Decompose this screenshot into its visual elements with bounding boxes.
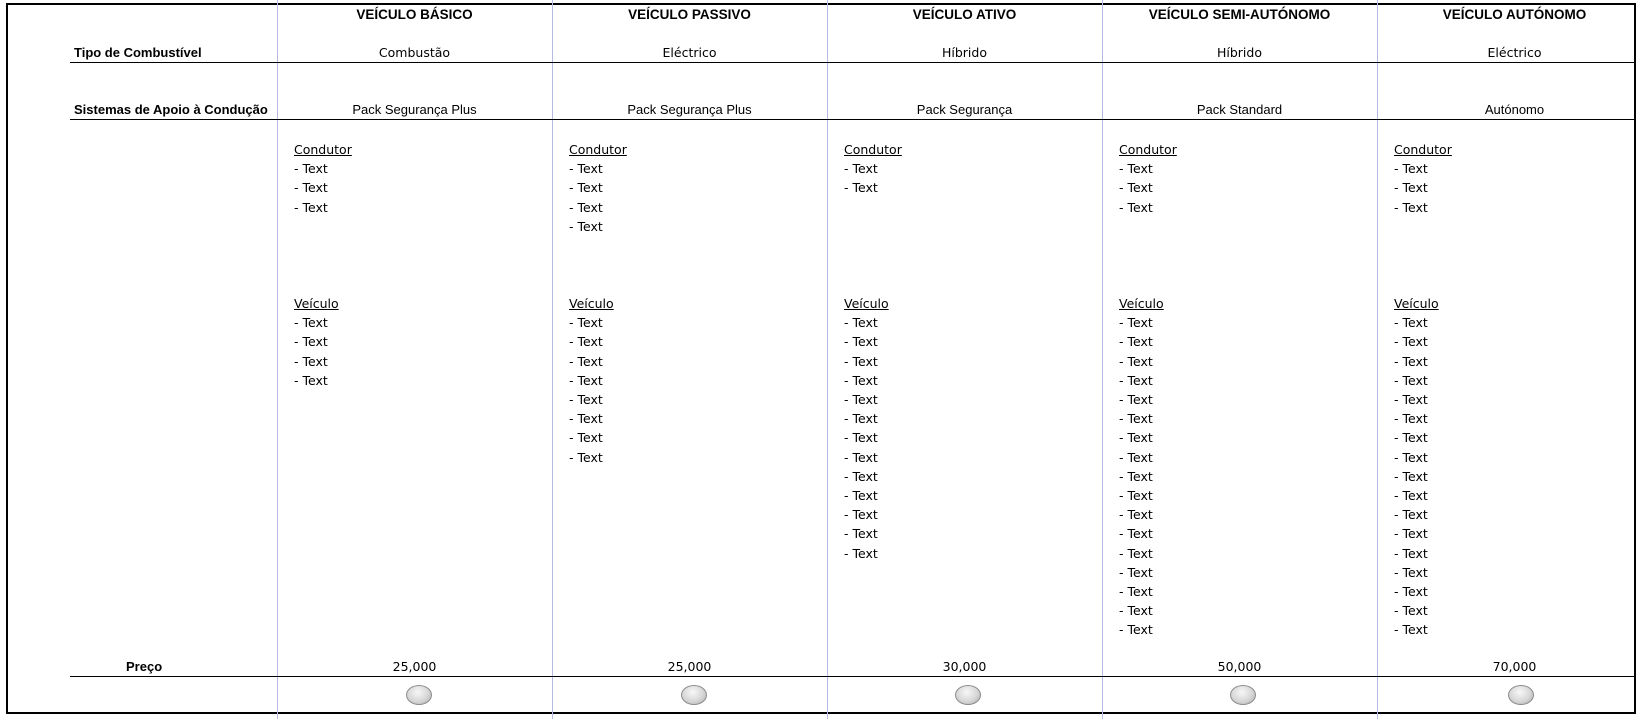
vehicle-feature-item: - Text [1394,507,1428,523]
column-header-passive: VEÍCULO PASSIVO [628,7,751,22]
driver-feature-item: - Text [569,199,603,215]
vehicle-feature-item: - Text [844,468,878,484]
column-header-semi-autonomous: VEÍCULO SEMI-AUTÓNOMO [1148,7,1331,22]
fuel-cell: Híbrido [941,45,987,60]
vehicle-feature-item: - Text [1119,392,1153,408]
driver-feature-item: - Text [1394,180,1428,196]
vehicle-feature-item: - Text [569,392,603,408]
vehicle-feature-item: - Text [1119,334,1153,350]
vehicle-feature-item: - Text [1119,468,1153,484]
fuel-cell: Combustão [378,45,451,60]
vehicle-feature-item: - Text [1394,372,1428,388]
vehicle-section-title: Veículo [1119,296,1164,311]
vehicle-feature-item: - Text [844,372,878,388]
vehicle-section-title: Veículo [1394,296,1439,311]
driver-features [569,140,627,236]
vehicle-feature-item: - Text [294,372,328,388]
price-cell: 25,000 [667,659,712,674]
support-cell: Pack Segurança Plus [627,102,752,117]
vehicle-feature-item: - Text [1119,507,1153,523]
vehicle-features [844,294,889,563]
column-header-autonomous: VEÍCULO AUTÓNOMO [1442,7,1587,22]
vehicle-feature-item: - Text [1119,622,1153,638]
vehicle-feature-item: - Text [1119,545,1153,561]
driver-feature-item: - Text [844,180,878,196]
vehicle-feature-item: - Text [844,430,878,446]
vehicle-feature-item: - Text [844,507,878,523]
driver-features [1394,140,1452,217]
driver-section-title: Condutor [294,142,352,157]
vehicle-feature-item: - Text [569,430,603,446]
vehicle-feature-item: - Text [1394,526,1428,542]
vehicle-feature-item: - Text [844,488,878,504]
vehicle-features [294,294,339,390]
vehicle-feature-item: - Text [844,334,878,350]
vehicle-feature-item: - Text [1119,430,1153,446]
vehicle-feature-item: - Text [844,315,878,331]
select-passive-radio[interactable] [681,685,707,705]
fuel-cell: Híbrido [1216,45,1262,60]
driver-feature-item: - Text [1119,199,1153,215]
support-cell: Pack Segurança Plus [352,102,477,117]
vehicle-feature-item: - Text [294,315,328,331]
driver-feature-item: - Text [294,161,328,177]
driver-feature-item: - Text [569,161,603,177]
fuel-cell: Eléctrico [1487,45,1542,60]
vehicle-feature-item: - Text [1394,622,1428,638]
vehicle-features [569,294,614,467]
driver-feature-item: - Text [1119,161,1153,177]
select-basic-radio[interactable] [406,685,432,705]
vehicle-feature-item: - Text [1119,488,1153,504]
vehicle-feature-item: - Text [569,411,603,427]
price-cell: 30,000 [942,659,987,674]
vehicle-feature-item: - Text [1119,449,1153,465]
vehicle-feature-item: - Text [844,392,878,408]
vehicle-feature-item: - Text [1394,488,1428,504]
vehicle-feature-item: - Text [569,315,603,331]
vehicle-feature-item: - Text [1394,392,1428,408]
vehicle-feature-item: - Text [1394,584,1428,600]
vehicle-section-title: Veículo [844,296,889,311]
driver-feature-item: - Text [569,180,603,196]
vehicle-feature-item: - Text [1394,468,1428,484]
vehicle-feature-item: - Text [844,449,878,465]
vehicle-feature-item: - Text [844,411,878,427]
driver-section-title: Condutor [569,142,627,157]
vehicle-feature-item: - Text [569,372,603,388]
driver-features [844,140,902,198]
row-divider [70,62,1636,63]
driver-feature-item: - Text [294,199,328,215]
vehicle-feature-item: - Text [1119,353,1153,369]
vehicle-feature-item: - Text [1119,584,1153,600]
price-cell: 50,000 [1217,659,1262,674]
row-label-price: Preço [126,659,163,674]
vehicle-features [1394,294,1439,640]
vehicle-feature-item: - Text [1394,334,1428,350]
driver-section-title: Condutor [844,142,902,157]
driver-features [294,140,352,217]
vehicle-feature-item: - Text [569,449,603,465]
row-label-support: Sistemas de Apoio à Condução [74,102,268,117]
vehicle-feature-item: - Text [1394,411,1428,427]
column-header-basic: VEÍCULO BÁSICO [356,7,473,22]
driver-feature-item: - Text [294,180,328,196]
driver-section-title: Condutor [1394,142,1452,157]
row-divider [70,119,1636,120]
row-label-fuel: Tipo de Combustível [74,45,202,60]
vehicle-feature-item: - Text [1119,372,1153,388]
price-cell: 70,000 [1492,659,1537,674]
support-cell: Autónomo [1484,102,1545,117]
vehicle-features [1119,294,1164,640]
driver-feature-item: - Text [569,218,603,234]
vehicle-feature-item: - Text [1394,564,1428,580]
vehicle-feature-item: - Text [569,334,603,350]
vehicle-section-title: Veículo [294,296,339,311]
row-divider [70,676,1636,677]
driver-feature-item: - Text [1394,199,1428,215]
support-cell: Pack Segurança [916,102,1013,117]
driver-feature-item: - Text [1119,180,1153,196]
driver-features [1119,140,1177,217]
price-cell: 25,000 [392,659,437,674]
vehicle-feature-item: - Text [844,545,878,561]
vehicle-feature-item: - Text [1119,315,1153,331]
driver-feature-item: - Text [844,161,878,177]
driver-section-title: Condutor [1119,142,1177,157]
vehicle-feature-item: - Text [1394,430,1428,446]
driver-feature-item: - Text [1394,161,1428,177]
vehicle-feature-item: - Text [294,334,328,350]
vehicle-feature-item: - Text [1119,411,1153,427]
vehicle-feature-item: - Text [1394,603,1428,619]
vehicle-feature-item: - Text [1394,545,1428,561]
vehicle-feature-item: - Text [294,353,328,369]
select-semi-autonomous-radio[interactable] [1230,685,1256,705]
column-header-active: VEÍCULO ATIVO [912,7,1017,22]
vehicle-feature-item: - Text [1119,526,1153,542]
vehicle-feature-item: - Text [1119,603,1153,619]
vehicle-feature-item: - Text [844,526,878,542]
vehicle-feature-item: - Text [1394,353,1428,369]
select-autonomous-radio[interactable] [1508,685,1534,705]
support-cell: Pack Standard [1196,102,1283,117]
vehicle-section-title: Veículo [569,296,614,311]
vehicle-feature-item: - Text [844,353,878,369]
vehicle-feature-item: - Text [1119,564,1153,580]
fuel-cell: Eléctrico [662,45,717,60]
select-active-radio[interactable] [955,685,981,705]
vehicle-feature-item: - Text [1394,449,1428,465]
vehicle-feature-item: - Text [1394,315,1428,331]
vehicle-feature-item: - Text [569,353,603,369]
